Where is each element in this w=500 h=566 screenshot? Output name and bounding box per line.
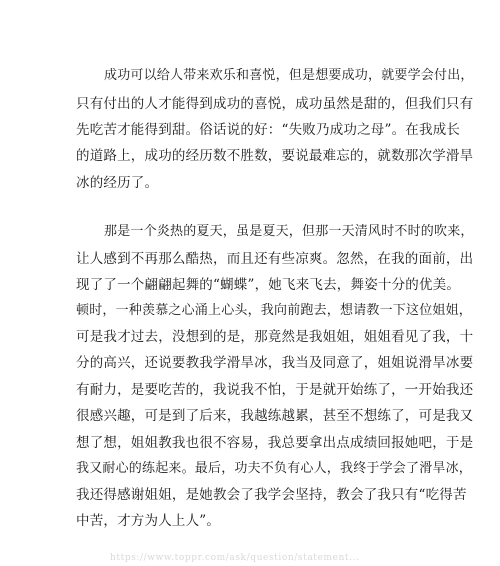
paragraph-2-line-9: 想了想，姐姐教我也很不容易，我总要拿出点成绩回报她吧，于是	[76, 435, 474, 451]
paragraph-2-line-5: 可是我才过去，没想到的是，那竟然是我姐姐，姐姐看见了我，十	[76, 329, 474, 345]
paragraph-2-line-6: 分的高兴，还说要教我学滑旱冰，我当及同意了，姐姐说滑旱冰要	[76, 355, 474, 371]
paragraph-2-line-12: 中苦，才方为人上人”。	[76, 513, 221, 529]
paragraph-2-line-7: 有耐力，是要吃苦的，我说我不怕，于是就开始练了，一开始我还	[76, 382, 474, 398]
paragraph-1-line-3: 先吃苦才能得到甜。俗话说的好：“失败乃成功之母”。在我成长	[76, 122, 461, 138]
paragraph-2-line-10: 我又耐心的练起来。最后，功夫不负有心人，我终于学会了滑旱冰，	[76, 461, 473, 476]
paragraph-2-line-3: 现了了一个翩翩起舞的“蝴蝶”，她飞来飞去，舞姿十分的优美。	[76, 277, 461, 293]
paragraph-1-line-1: 成功可以给人带来欢乐和喜悦，但是想要成功，就要学会付出，	[104, 68, 474, 83]
paragraph-1-line-2: 只有付出的人才能得到成功的喜悦，成功虽然是甜的，但我们只有	[76, 96, 474, 112]
watermark-text: https://www.toppr.com/ask/question/statement...	[110, 553, 360, 563]
paragraph-2-line-1: 那是一个炎热的夏天，虽是夏天，但那一天清风时不时的吹来，	[104, 224, 474, 239]
paragraph-2-line-2: 让人感到不再那么酷热，而且还有些凉爽。忽然，在我的面前，出	[76, 251, 474, 267]
paragraph-2-line-4: 顿时，一种羡慕之心涌上心头，我向前跑去，想请教一下这位姐姐，	[76, 303, 473, 318]
paragraph-2-line-11: 我还得感谢姐姐，是她教会了我学会坚持，教会了我只有“吃得苦	[76, 487, 467, 503]
paragraph-2-line-8: 很感兴趣，可是到了后来，我越练越累，甚至不想练了，可是我又	[76, 408, 474, 424]
paragraph-1-line-4: 的道路上，成功的经历数不胜数，要说最难忘的，就数那次学滑旱	[76, 148, 474, 164]
paragraph-1-line-5: 冰的经历了。	[76, 175, 159, 191]
